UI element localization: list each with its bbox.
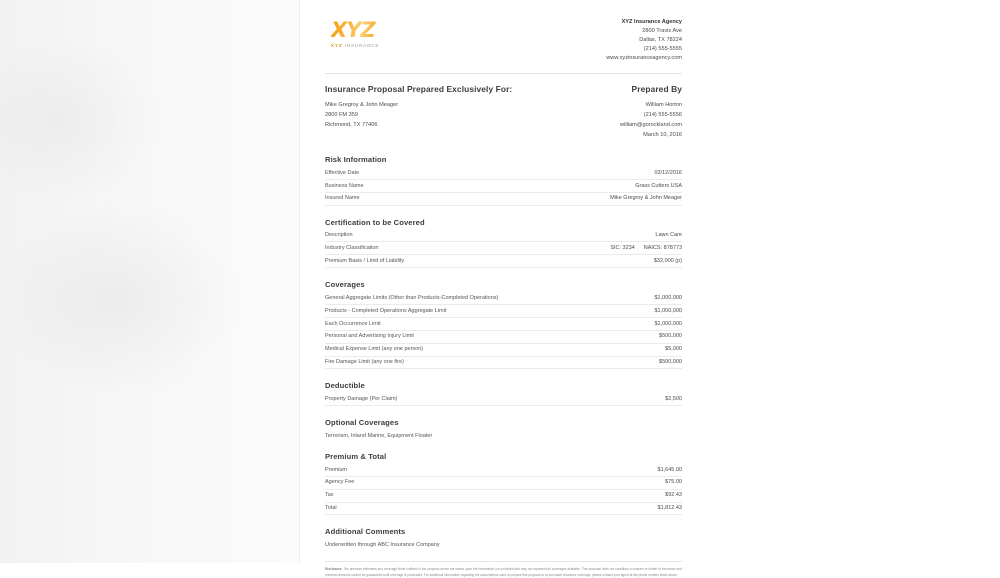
logo-tagline [331,43,379,48]
row-value: $75.00 [665,479,682,486]
detail-row [325,464,682,477]
row-value: Lawn Care [655,232,682,239]
detail-row [325,331,682,344]
section [325,452,682,515]
detail-row [325,167,682,180]
row-value: $1,812.43 [657,505,682,512]
section-title: Coverages [325,280,365,290]
row-value-secondary: NAICS: 878773 [643,245,682,252]
client-city-state-zip: Richmond, TX 77406 [325,122,378,129]
row-value: $1,000,000 [654,320,682,327]
row-value: $1,645.00 [657,466,682,473]
row-value: $92.43 [665,492,682,499]
document-page [300,0,1000,577]
detail-row [325,477,682,490]
row-label: Premium [325,466,348,473]
detail-row [325,490,682,503]
section [325,155,682,206]
detail-row [325,344,682,357]
agency-contact-block [606,18,682,63]
section [325,381,682,406]
row-label: Medical Expense Limit (any one person) [325,346,424,353]
prepared-by-heading: Prepared By [631,84,682,95]
client-street: 2800 FM 359 [325,112,358,119]
logo-tagline-text: INSURANCE [342,43,380,48]
agency-name: XYZ Insurance Agency [621,19,682,25]
agency-street: 2800 Travis Ave [642,28,682,35]
row-label: Premium Basis / Limit of Liability [325,257,405,264]
row-label: Business Name [325,182,364,189]
section [325,280,682,369]
logo-wordmark: XYZ [331,20,379,41]
section [325,418,682,440]
row-label: Description [325,232,353,239]
section [325,527,682,549]
section [325,218,682,269]
row-label: Total [325,505,337,512]
row-label: Tax [325,492,334,499]
section-title: Deductible [325,381,365,391]
company-logo [325,18,379,48]
row-label: Industry Classification [325,245,379,252]
proposal-sheet [300,0,705,577]
preparer-phone: (214) 555-5556 [643,112,682,119]
sheet-content [325,18,682,578]
detail-row [325,242,682,255]
row-value: $500,000 [659,333,682,340]
preparer-block [620,101,682,141]
client-name: Mike Gregroy & John Meager [325,102,399,109]
row-value: $1,000,000 [654,307,682,314]
disclaimer-text [325,567,682,578]
row-label: Personal and Advertising Injury Limit [325,333,414,340]
preparer-name: William Horton [645,102,682,109]
section-note: Terrorism, Inland Marine, Equipment Floater [325,432,433,439]
letterhead-divider [325,73,682,74]
row-label: Each Occurrence Limit [325,320,381,327]
section-title: Optional Coverages [325,418,399,428]
detail-row [325,255,682,268]
proposal-title-row [325,84,682,94]
section-title: Certification to be Covered [325,217,425,227]
detail-row [325,305,682,318]
row-value: $1,000,000 [654,294,682,301]
parties-row [325,101,682,141]
row-label: Agency Fee [325,479,355,486]
row-value: Mike Gregroy & John Meager [610,195,682,202]
row-value: 03/12/2016 [654,169,682,176]
proposal-sections [325,155,682,549]
detail-row [325,180,682,193]
detail-row [325,193,682,206]
detail-row [325,292,682,305]
row-value: $5,000 [665,346,682,353]
detail-row [325,318,682,331]
page-background-gutter [0,0,300,563]
section-note: Underwritten through ABC Insurance Company [325,541,440,548]
row-value [610,245,682,252]
proposal-date: March 10, 2016 [643,132,682,139]
row-value-primary: SIC: 3234 [610,245,635,252]
detail-row [325,503,682,516]
client-block [325,101,398,131]
detail-row [325,357,682,370]
agency-phone: (214) 555-5555 [643,46,682,53]
row-value: $2,500 [665,395,682,402]
logo-tagline-prefix: XYZ [331,43,343,48]
letterhead [325,18,682,73]
row-label: Effective Date [325,169,360,176]
row-label: Fire Damage Limit (any one fire) [325,359,404,366]
detail-row [325,230,682,243]
row-value: $32,000 (p) [653,257,682,264]
section-title: Premium & Total [325,451,387,461]
agency-city-state-zip: Dallas, TX 78224 [639,37,682,44]
prepared-for-heading: Insurance Proposal Prepared Exclusively For: [325,84,513,95]
section-title: Additional Comments [325,527,406,537]
preparer-email: william@gorockland.com [620,122,682,129]
section-title: Risk Information [325,155,387,165]
row-label: Property Damage (Per Claim) [325,395,398,402]
disclaimer-block [325,561,682,578]
row-label: General Aggregate Limits (Other than Products-Completed Operations) [325,294,499,301]
row-value: $500,000 [659,359,682,366]
row-value: Grass Cutters USA [635,182,682,189]
agency-website: www.xyzinsuranceagency.com [606,55,682,62]
disclaimer-body: The premium estimates and coverage limits outlined in the proposal above are based upon the information you provided and may not represent all coverages available. This proposal does not constitute a contract or binder of insurance and premium amounts cannot be guaranteed until coverage is purchased. For additional information regarding the assumptions used to prepare this proposal or to purchase insurance coverage, please contact your agent at the phone number listed above. [325,567,682,577]
detail-row [325,393,682,406]
row-label: Products - Completed Operations Aggregate Limit [325,307,447,314]
disclaimer-label: Disclosure: [325,567,343,572]
row-label: Insured Name [325,195,360,202]
